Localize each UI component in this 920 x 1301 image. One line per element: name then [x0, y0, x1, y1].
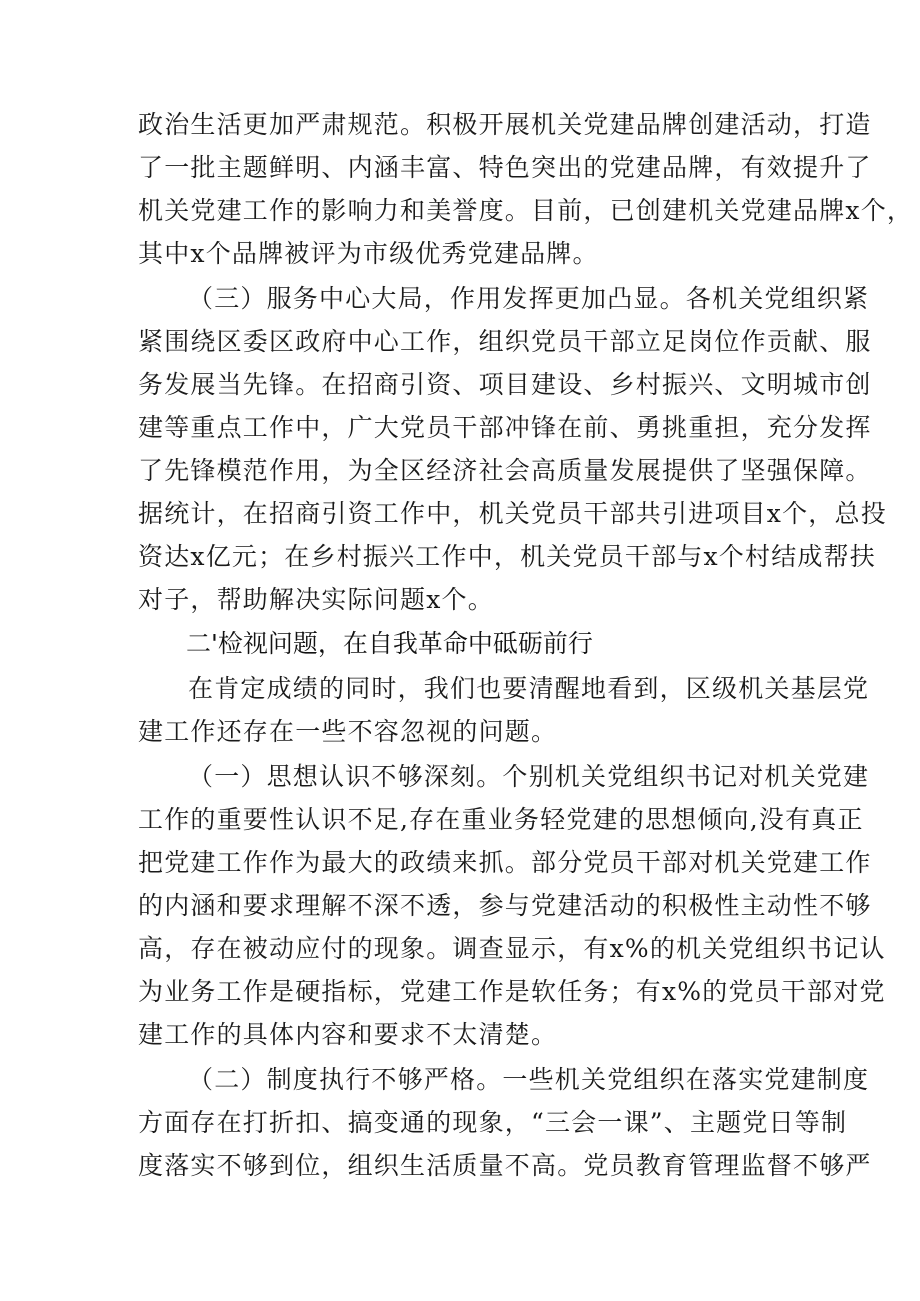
paragraph-serve-center [138, 277, 887, 621]
text-line: 为业务工作是硬指标，党建工作是软任务；有x%的党员干部对党 [138, 977, 886, 1006]
text-line: 机关党建工作的影响力和美誉度。目前，已创建机关党建品牌x个， [138, 196, 914, 225]
text-line: 了先锋模范作用，为全区经济社会高质量发展提供了坚强保障。 [138, 456, 872, 485]
paragraph-intro-problems [138, 667, 870, 753]
text-line: 工作的重要性认识不足,存在重业务轻党建的思想倾向,没有真正 [138, 805, 864, 834]
text-line: 建工作还存在一些不容忽视的问题。 [138, 717, 558, 746]
text-line: 在肯定成绩的同时，我们也要清醒地看到，区级机关基层党 [188, 674, 870, 703]
paragraph-ideological-awareness [138, 755, 886, 1056]
text-line: 务发展当先锋。在招商引资、项目建设、乡村振兴、文明城市创 [138, 370, 872, 399]
text-line: 建等重点工作中，广大党员干部冲锋在前、勇挑重担，充分发挥 [138, 413, 872, 442]
text-line: 了一批主题鲜明、内涵丰富、特色突出的党建品牌，有效提升了 [138, 153, 872, 182]
text-line: （一）思想认识不够深刻。个别机关党组织书记对机关党建 [188, 762, 870, 791]
text-line: 对子，帮助解决实际问题x个。 [138, 585, 494, 614]
paragraph-party-brand [138, 103, 914, 275]
text-line: （二）制度执行不够严格。一些机关党组织在落实党建制度 [188, 1065, 870, 1094]
text-line: 建工作的具体内容和要求不太清楚。 [138, 1020, 558, 1049]
paragraph-system-execution [138, 1058, 872, 1187]
text-line: 据统计，在招商引资工作中，机关党员干部共引进项目x个，总投 [138, 499, 887, 528]
text-line: （三）服务中心大局，作用发挥更加凸显。各机关党组织紧 [188, 284, 870, 313]
text-line: 度落实不够到位，组织生活质量不高。党员教育管理监督不够严 [138, 1151, 872, 1180]
text-line: 资达x亿元；在乡村振兴工作中，机关党员干部与x个村结成帮扶 [138, 542, 877, 571]
text-line: 把党建工作作为最大的政绩来抓。部分党员干部对机关党建工作 [138, 848, 872, 877]
text-line: 其中x个品牌被评为市级优秀党建品牌。 [138, 239, 599, 268]
text-line: 高，存在被动应付的现象。调查显示，有x%的机关党组织书记认 [138, 934, 886, 963]
text-line: 方面存在打折扣、搞变通的现象，“三会一课”、主题党日等制 [138, 1108, 848, 1137]
text-line: 政治生活更加严肃规范。积极开展机关党建品牌创建活动，打造 [138, 110, 872, 139]
text-line: 的内涵和要求理解不深不透，参与党建活动的积极性主动性不够 [138, 891, 872, 920]
section-heading: 二'检视问题，在自我革命中砥砺前行 [186, 629, 593, 658]
document-body [138, 103, 914, 1187]
text-line: 紧围绕区委区政府中心工作，组织党员干部立足岗位作贡献、服 [138, 327, 872, 356]
